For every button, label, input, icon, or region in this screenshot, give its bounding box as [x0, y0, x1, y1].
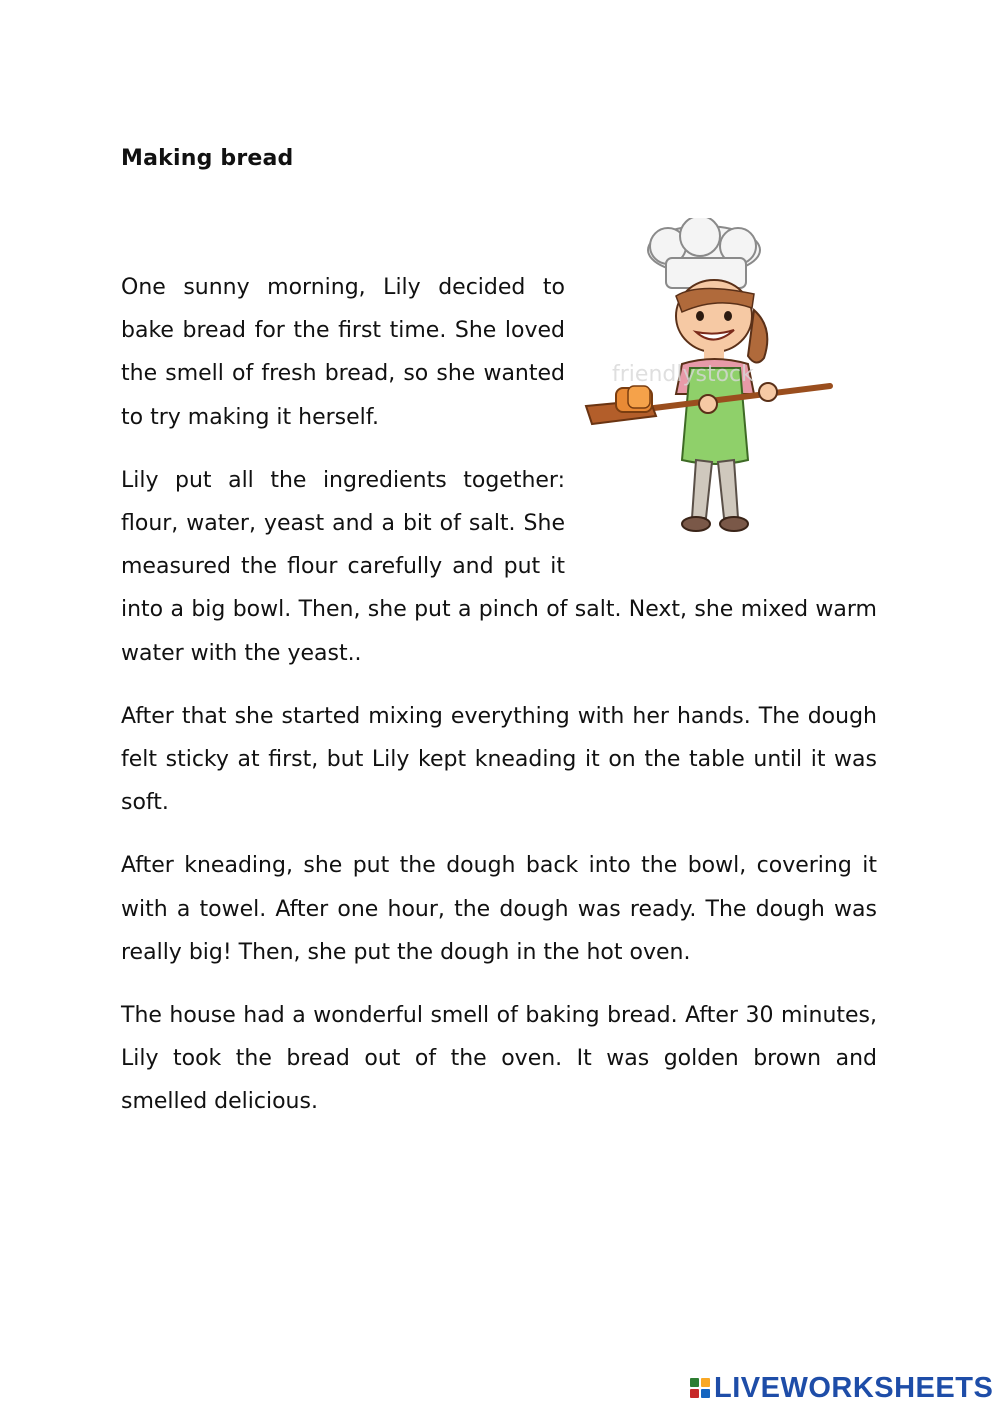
logo-square-4 — [701, 1389, 710, 1398]
watermark-text: friendlystock — [612, 362, 754, 387]
story-paragraph-4: After kneading, she put the dough back into the bowl, covering it with a towel. After one hour, the dough was ready. The dough was really big! Then, she put the dough in the hot oven. — [121, 853, 877, 965]
logo-square-1 — [690, 1378, 699, 1387]
logo-text: LIVEWORKSHEETS — [714, 1371, 994, 1404]
chef-hat-icon — [648, 218, 760, 288]
logo-square-3 — [690, 1389, 699, 1398]
logo-grid-icon — [690, 1378, 710, 1398]
story-paragraph-2: Lily put all the ingredients together: flour, water, yeast and a bit of salt. She measured the flour carefully and put it into a big bowl. Then, she put a pinch of salt. Next, she mixed warm water with the yeast.. — [121, 467, 877, 666]
logo-square-2 — [701, 1378, 710, 1387]
story-paragraph-1: One sunny morning, Lily decided to bake bread for the first time. She loved the smell of fresh bread, so she wanted to try making it herself. — [121, 275, 565, 430]
story-paragraph-3: After that she started mixing everything with her hands. The dough felt sticky at first, but Lily kept kneading it on the table until it was soft. — [121, 703, 877, 816]
page-title: Making bread — [121, 146, 294, 171]
liveworksheets-logo[interactable] — [690, 1370, 993, 1406]
story-paragraph-5: The house had a wonderful smell of baking bread. After 30 minutes, Lily took the bread out of the oven. It was golden brown and smelled delicious. — [121, 1003, 877, 1115]
